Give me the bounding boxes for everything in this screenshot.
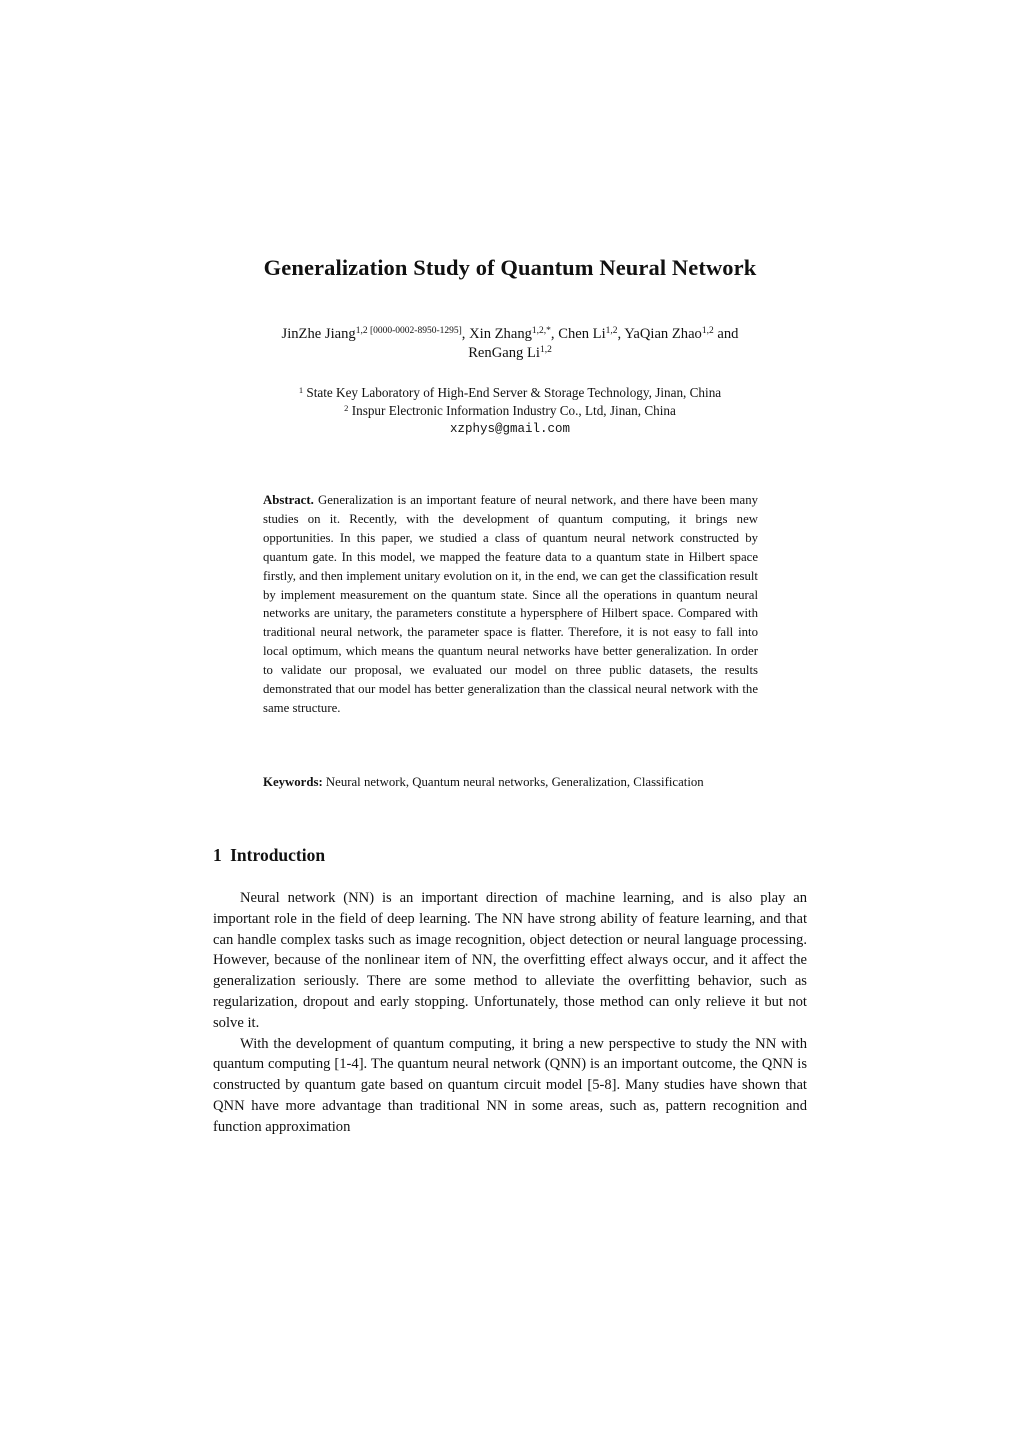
contact-email[interactable]: xzphys@gmail.com bbox=[449, 422, 571, 436]
section-body bbox=[213, 888, 807, 1138]
keywords bbox=[263, 773, 758, 792]
author-name: YaQian Zhao bbox=[624, 326, 702, 342]
author-affiliation-mark: 1,2 bbox=[605, 326, 618, 336]
affiliation-line bbox=[200, 402, 820, 420]
author-name: Xin Zhang bbox=[469, 326, 532, 342]
author-conjunction: and bbox=[713, 326, 739, 342]
affiliations bbox=[200, 384, 820, 438]
abstract bbox=[263, 491, 758, 718]
abstract-text: Generalization is an important feature of neural network, and there have been many studies on it. Recently, with the development of quantum computing, it brings new opportunities. In this paper, we studied a class of quantum neural network constructed by quantum gate. In this model, we mapped the feature data to a quantum state in Hilbert space firstly, and then implement unitary evolution on it, in the end, we can get the classification result by implement measurement on the quantum state. Since all the operations in quantum neural networks are unitary, the parameters constitute a hypersphere of Hilbert space. Compared with traditional neural network, the parameter space is flatter. Therefore, it is not easy to fall into local optimum, which means the quantum neural networks have better generalization. In order to validate our proposal, we evaluated our model on three public datasets, the results demonstrated that our model has better generalization than the classical neural network with the same structure. bbox=[263, 493, 758, 715]
affiliation-number: 1 bbox=[298, 385, 304, 395]
section-number: 1 bbox=[213, 845, 222, 865]
keywords-label: Keywords: bbox=[263, 775, 323, 789]
keywords-text: Neural network, Quantum neural networks, Generalization, Classification bbox=[325, 775, 704, 789]
paper-title: Generalization Study of Quantum Neural Network bbox=[263, 255, 757, 280]
author-name: RenGang Li bbox=[468, 345, 540, 361]
affiliation-number: 2 bbox=[344, 403, 349, 413]
author-affiliation-mark: 1,2,* bbox=[531, 326, 551, 336]
section-heading bbox=[213, 845, 325, 866]
author-affiliation-mark: 1,2 [0000-0002-8950-1295] bbox=[355, 326, 462, 336]
section-title: Introduction bbox=[230, 845, 326, 865]
author-name: JinZhe Jiang bbox=[281, 326, 356, 342]
body-paragraph: With the development of quantum computing, it bring a new perspective to study the NN with quantum computing [1-4]. The quantum neural network (QNN) is an important outcome, the QNN is constructed by quantum gate based on quantum circuit model [5-8]. Many studies have shown that QNN have more advantage than traditional NN in some areas, such as, pattern recognition and function approximation bbox=[213, 1035, 807, 1135]
author-affiliation-mark: 1,2 bbox=[701, 326, 714, 336]
affiliation-line bbox=[200, 384, 820, 402]
body-paragraph: Neural network (NN) is an important direction of machine learning, and is also play an important role in the field of deep learning. The NN have strong ability of feature learning, and that can handle complex tasks such as image recognition, object detection or neural language processing. However, because of the nonlinear item of NN, the overfitting effect always occur, and it affect the generalization seriously. There are some method to alleviate the overfitting behavior, such as regularization, dropout and early stopping. Unfortunately, those method can only relieve it but not solve it. bbox=[213, 890, 807, 1031]
affiliation-text: Inspur Electronic Information Industry Co., Ltd, Jinan, China bbox=[351, 403, 676, 418]
abstract-label: Abstract. bbox=[263, 493, 314, 507]
author-affiliation-mark: 1,2 bbox=[539, 345, 552, 355]
author-list: JinZhe Jiang$^{1,2 [0000-0002-8950-1295]}$, Xin Zhang$^{1,2,*}$, Chen Li$^{1,2}$, YaQian Zhao$^{1,2}$ and RenGang Li$^{1,2}$ bbox=[281, 326, 739, 361]
author-name: Chen Li bbox=[558, 326, 606, 342]
affiliation-text: State Key Laboratory of High-End Server & Storage Technology, Jinan, China bbox=[306, 385, 722, 400]
